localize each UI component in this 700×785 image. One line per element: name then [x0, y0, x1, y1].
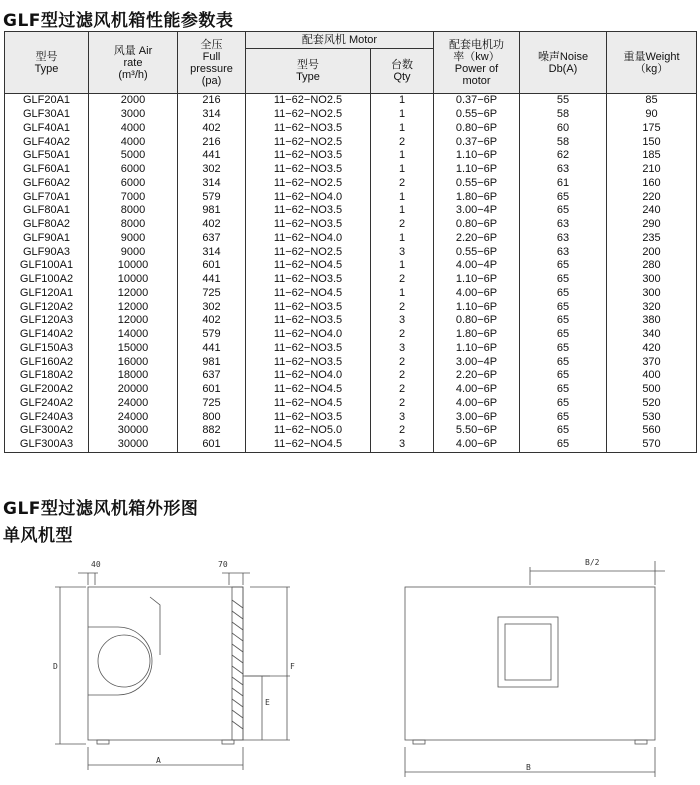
header-fan-qty: 台数 Qty	[371, 49, 434, 94]
table-cell: 11−62−NO4.0	[246, 369, 371, 383]
table-cell: GLF120A1	[5, 287, 89, 301]
drawing-title: GLF型过滤风机箱外形图	[3, 499, 199, 519]
dim-b: B	[526, 763, 531, 772]
table-cell: GLF50A1	[5, 149, 89, 163]
table-row	[5, 149, 697, 163]
table-cell: 11−62−NO3.5	[246, 314, 371, 328]
table-cell: 11−62−NO4.0	[246, 328, 371, 342]
table-cell: 800	[178, 410, 246, 424]
table-cell: 58	[520, 108, 607, 122]
table-cell: 2	[371, 397, 434, 411]
table-row	[5, 383, 697, 397]
table-cell: 235	[607, 232, 697, 246]
table-cell: 314	[178, 177, 246, 191]
table-row	[5, 94, 697, 108]
table-cell: 0.37−6P	[434, 94, 520, 108]
table-cell: GLF80A2	[5, 218, 89, 232]
table-cell: 2	[371, 424, 434, 438]
table-cell: 65	[520, 397, 607, 411]
table-row	[5, 177, 697, 191]
table-cell: 1	[371, 232, 434, 246]
table-cell: 6000	[89, 163, 178, 177]
table-cell: 2000	[89, 94, 178, 108]
table-cell: GLF240A3	[5, 410, 89, 424]
table-row	[5, 410, 697, 424]
table-cell: 4.00−6P	[434, 287, 520, 301]
table-cell: 5.50−6P	[434, 424, 520, 438]
table-cell: 725	[178, 397, 246, 411]
table-cell: 0.55−6P	[434, 108, 520, 122]
table-cell: 30000	[89, 438, 178, 452]
table-cell: 63	[520, 163, 607, 177]
table-cell: 11−62−NO3.5	[246, 163, 371, 177]
table-cell: 579	[178, 328, 246, 342]
table-cell: 175	[607, 122, 697, 136]
table-cell: 340	[607, 328, 697, 342]
dim-a: A	[156, 756, 161, 765]
table-cell: 11−62−NO3.5	[246, 355, 371, 369]
table-cell: 11−62−NO3.5	[246, 122, 371, 136]
table-cell: 981	[178, 204, 246, 218]
table-cell: 1.10−6P	[434, 163, 520, 177]
table-cell: 160	[607, 177, 697, 191]
table-cell: GLF100A1	[5, 259, 89, 273]
table-cell: 16000	[89, 355, 178, 369]
table-cell: 216	[178, 135, 246, 149]
table-cell: 11−62−NO3.5	[246, 342, 371, 356]
table-cell: 63	[520, 218, 607, 232]
table-cell: 11−62−NO2.5	[246, 177, 371, 191]
dim-b-half: B/2	[585, 558, 600, 567]
table-cell: GLF150A3	[5, 342, 89, 356]
table-row	[5, 259, 697, 273]
table-cell: 11−62−NO4.0	[246, 232, 371, 246]
table-cell: 1	[371, 163, 434, 177]
table-cell: 11−62−NO3.5	[246, 218, 371, 232]
table-cell: 0.80−6P	[434, 314, 520, 328]
table-row	[5, 328, 697, 342]
table-cell: GLF120A2	[5, 300, 89, 314]
table-row	[5, 108, 697, 122]
table-cell: 579	[178, 190, 246, 204]
header-pressure: 全压 Full pressure (pa)	[178, 32, 246, 94]
table-cell: 63	[520, 232, 607, 246]
table-cell: 380	[607, 314, 697, 328]
table-row	[5, 135, 697, 149]
dim-d: D	[53, 662, 58, 671]
table-cell: 65	[520, 190, 607, 204]
table-cell: 11−62−NO4.5	[246, 259, 371, 273]
table-cell: 637	[178, 232, 246, 246]
table-cell: 9000	[89, 232, 178, 246]
table-cell: 402	[178, 314, 246, 328]
table-cell: 400	[607, 369, 697, 383]
table-cell: 4000	[89, 135, 178, 149]
table-cell: 6000	[89, 177, 178, 191]
table-row	[5, 300, 697, 314]
table-cell: 5000	[89, 149, 178, 163]
table-cell: 420	[607, 342, 697, 356]
table-row	[5, 287, 697, 301]
table-cell: GLF300A3	[5, 438, 89, 452]
table-cell: 216	[178, 94, 246, 108]
table-cell: 65	[520, 342, 607, 356]
table-cell: 90	[607, 108, 697, 122]
table-cell: 65	[520, 438, 607, 452]
table-cell: 3000	[89, 108, 178, 122]
table-row	[5, 163, 697, 177]
table-title: GLF型过滤风机箱性能参数表	[3, 11, 234, 31]
table-cell: GLF30A1	[5, 108, 89, 122]
table-cell: 8000	[89, 204, 178, 218]
table-cell: 2	[371, 273, 434, 287]
table-cell: 302	[178, 300, 246, 314]
table-cell: 65	[520, 273, 607, 287]
table-cell: 300	[607, 287, 697, 301]
header-noise: 噪声Noise Db(A)	[520, 32, 607, 94]
table-cell: 65	[520, 259, 607, 273]
table-cell: 2	[371, 135, 434, 149]
table-cell: 150	[607, 135, 697, 149]
table-cell: 314	[178, 245, 246, 259]
table-row	[5, 232, 697, 246]
table-cell: 2	[371, 218, 434, 232]
table-cell: 11−62−NO2.5	[246, 94, 371, 108]
table-row	[5, 190, 697, 204]
table-cell: 11−62−NO2.5	[246, 245, 371, 259]
table-cell: 55	[520, 94, 607, 108]
table-cell: 65	[520, 287, 607, 301]
table-row	[5, 424, 697, 438]
table-cell: 12000	[89, 314, 178, 328]
table-cell: 1.10−6P	[434, 342, 520, 356]
table-cell: 85	[607, 94, 697, 108]
table-cell: 601	[178, 259, 246, 273]
table-cell: 2.20−6P	[434, 232, 520, 246]
table-row	[5, 369, 697, 383]
table-cell: 0.55−6P	[434, 177, 520, 191]
table-cell: 3	[371, 410, 434, 424]
table-cell: 11−62−NO4.5	[246, 383, 371, 397]
table-cell: 725	[178, 287, 246, 301]
table-cell: GLF120A3	[5, 314, 89, 328]
table-row	[5, 218, 697, 232]
table-cell: GLF200A2	[5, 383, 89, 397]
table-cell: 65	[520, 383, 607, 397]
table-cell: 2	[371, 300, 434, 314]
table-cell: 11−62−NO5.0	[246, 424, 371, 438]
table-cell: 300	[607, 273, 697, 287]
table-cell: 11−62−NO3.5	[246, 149, 371, 163]
left-view	[55, 573, 290, 770]
table-cell: 4.00−6P	[434, 383, 520, 397]
table-cell: 3	[371, 314, 434, 328]
table-cell: 20000	[89, 383, 178, 397]
table-cell: 2	[371, 355, 434, 369]
table-cell: 65	[520, 314, 607, 328]
table-cell: 220	[607, 190, 697, 204]
table-cell: 0.55−6P	[434, 245, 520, 259]
header-fan-type: 型号 Type	[246, 49, 371, 94]
table-cell: 65	[520, 328, 607, 342]
sub-title: 单风机型	[3, 526, 73, 546]
table-cell: 4.00−6P	[434, 397, 520, 411]
table-cell: 65	[520, 369, 607, 383]
table-cell: 65	[520, 355, 607, 369]
table-cell: 65	[520, 410, 607, 424]
table-cell: 1.80−6P	[434, 190, 520, 204]
table-cell: 7000	[89, 190, 178, 204]
table-cell: 981	[178, 355, 246, 369]
header-air-rate: 风量 Air rate (m³/h)	[89, 32, 178, 94]
table-cell: GLF140A2	[5, 328, 89, 342]
table-cell: 1	[371, 149, 434, 163]
table-cell: 882	[178, 424, 246, 438]
table-cell: GLF240A2	[5, 397, 89, 411]
table-cell: 61	[520, 177, 607, 191]
table-cell: 1.80−6P	[434, 328, 520, 342]
table-cell: 1	[371, 94, 434, 108]
table-cell: 1.10−6P	[434, 300, 520, 314]
table-row	[5, 355, 697, 369]
table-cell: 210	[607, 163, 697, 177]
table-cell: 18000	[89, 369, 178, 383]
table-cell: 65	[520, 204, 607, 218]
header-fan-group: 配套风机 Motor	[246, 32, 434, 49]
table-cell: 441	[178, 342, 246, 356]
table-cell: 370	[607, 355, 697, 369]
table-cell: 520	[607, 397, 697, 411]
table-cell: 402	[178, 122, 246, 136]
table-cell: 2	[371, 328, 434, 342]
table-cell: 290	[607, 218, 697, 232]
table-cell: 15000	[89, 342, 178, 356]
table-cell: 58	[520, 135, 607, 149]
dim-e: E	[265, 698, 270, 707]
table-cell: 314	[178, 108, 246, 122]
table-cell: 402	[178, 218, 246, 232]
table-row	[5, 342, 697, 356]
table-cell: GLF100A2	[5, 273, 89, 287]
table-cell: 3.00−6P	[434, 410, 520, 424]
dim-f: F	[290, 662, 295, 671]
header-weight: 重量Weight （kg）	[607, 32, 697, 94]
table-cell: 2	[371, 383, 434, 397]
table-cell: 1.10−6P	[434, 273, 520, 287]
table-cell: GLF90A3	[5, 245, 89, 259]
table-cell: 560	[607, 424, 697, 438]
table-cell: 0.80−6P	[434, 122, 520, 136]
table-cell: GLF90A1	[5, 232, 89, 246]
table-row	[5, 397, 697, 411]
table-cell: GLF70A1	[5, 190, 89, 204]
table-cell: GLF80A1	[5, 204, 89, 218]
table-cell: 10000	[89, 259, 178, 273]
table-row	[5, 273, 697, 287]
table-cell: 530	[607, 410, 697, 424]
table-cell: 9000	[89, 245, 178, 259]
table-cell: 1	[371, 259, 434, 273]
table-cell: 1	[371, 287, 434, 301]
table-cell: 0.37−6P	[434, 135, 520, 149]
table-cell: 185	[607, 149, 697, 163]
table-cell: 60	[520, 122, 607, 136]
table-cell: 65	[520, 424, 607, 438]
table-cell: 500	[607, 383, 697, 397]
table-cell: 30000	[89, 424, 178, 438]
table-cell: GLF180A2	[5, 369, 89, 383]
table-cell: 601	[178, 383, 246, 397]
table-cell: 3	[371, 245, 434, 259]
table-cell: 601	[178, 438, 246, 452]
table-cell: 3.00−4P	[434, 204, 520, 218]
table-cell: 14000	[89, 328, 178, 342]
table-cell: 2.20−6P	[434, 369, 520, 383]
table-cell: 4.00−4P	[434, 259, 520, 273]
dim-70: 70	[218, 560, 228, 569]
header-model: 型号 Type	[5, 32, 89, 94]
outline-drawing	[0, 545, 700, 785]
table-cell: 280	[607, 259, 697, 273]
table-cell: 0.80−6P	[434, 218, 520, 232]
table-cell: 10000	[89, 273, 178, 287]
table-cell: 2	[371, 369, 434, 383]
table-cell: 320	[607, 300, 697, 314]
table-cell: 1	[371, 108, 434, 122]
table-cell: 4.00−6P	[434, 438, 520, 452]
table-cell: 4000	[89, 122, 178, 136]
table-row	[5, 245, 697, 259]
table-cell: 441	[178, 149, 246, 163]
table-cell: GLF300A2	[5, 424, 89, 438]
table-cell: 200	[607, 245, 697, 259]
table-cell: 3	[371, 438, 434, 452]
table-cell: 12000	[89, 287, 178, 301]
table-cell: 3	[371, 342, 434, 356]
table-cell: 11−62−NO3.5	[246, 204, 371, 218]
table-cell: 302	[178, 163, 246, 177]
table-cell: 1	[371, 204, 434, 218]
table-row	[5, 438, 697, 452]
table-cell: GLF40A2	[5, 135, 89, 149]
table-cell: 2	[371, 177, 434, 191]
table-cell: 240	[607, 204, 697, 218]
header-motor-power: 配套电机功 率（kw） Power of motor	[434, 32, 520, 94]
table-cell: 8000	[89, 218, 178, 232]
table-cell: 1	[371, 122, 434, 136]
table-cell: GLF40A1	[5, 122, 89, 136]
table-row	[5, 122, 697, 136]
dim-40: 40	[91, 560, 101, 569]
table-cell: 11−62−NO2.5	[246, 135, 371, 149]
right-view	[405, 561, 665, 777]
table-row	[5, 314, 697, 328]
table-cell: 570	[607, 438, 697, 452]
table-cell: 11−62−NO2.5	[246, 108, 371, 122]
table-cell: 62	[520, 149, 607, 163]
table-cell: GLF160A2	[5, 355, 89, 369]
table-cell: 11−62−NO4.5	[246, 287, 371, 301]
table-cell: 24000	[89, 410, 178, 424]
table-cell: 12000	[89, 300, 178, 314]
table-cell: 11−62−NO3.5	[246, 300, 371, 314]
table-row	[5, 204, 697, 218]
table-cell: 11−62−NO4.0	[246, 190, 371, 204]
table-cell: 24000	[89, 397, 178, 411]
table-cell: GLF20A1	[5, 94, 89, 108]
table-cell: 3.00−4P	[434, 355, 520, 369]
table-cell: 11−62−NO4.5	[246, 438, 371, 452]
table-cell: 63	[520, 245, 607, 259]
table-cell: 11−62−NO4.5	[246, 397, 371, 411]
table-cell: 441	[178, 273, 246, 287]
table-cell: 1.10−6P	[434, 149, 520, 163]
table-cell: 11−62−NO3.5	[246, 410, 371, 424]
table-cell: 65	[520, 300, 607, 314]
table-cell: 11−62−NO3.5	[246, 273, 371, 287]
table-cell: GLF60A2	[5, 177, 89, 191]
table-cell: 1	[371, 190, 434, 204]
table-cell: 637	[178, 369, 246, 383]
table-cell: GLF60A1	[5, 163, 89, 177]
performance-table	[4, 31, 697, 453]
